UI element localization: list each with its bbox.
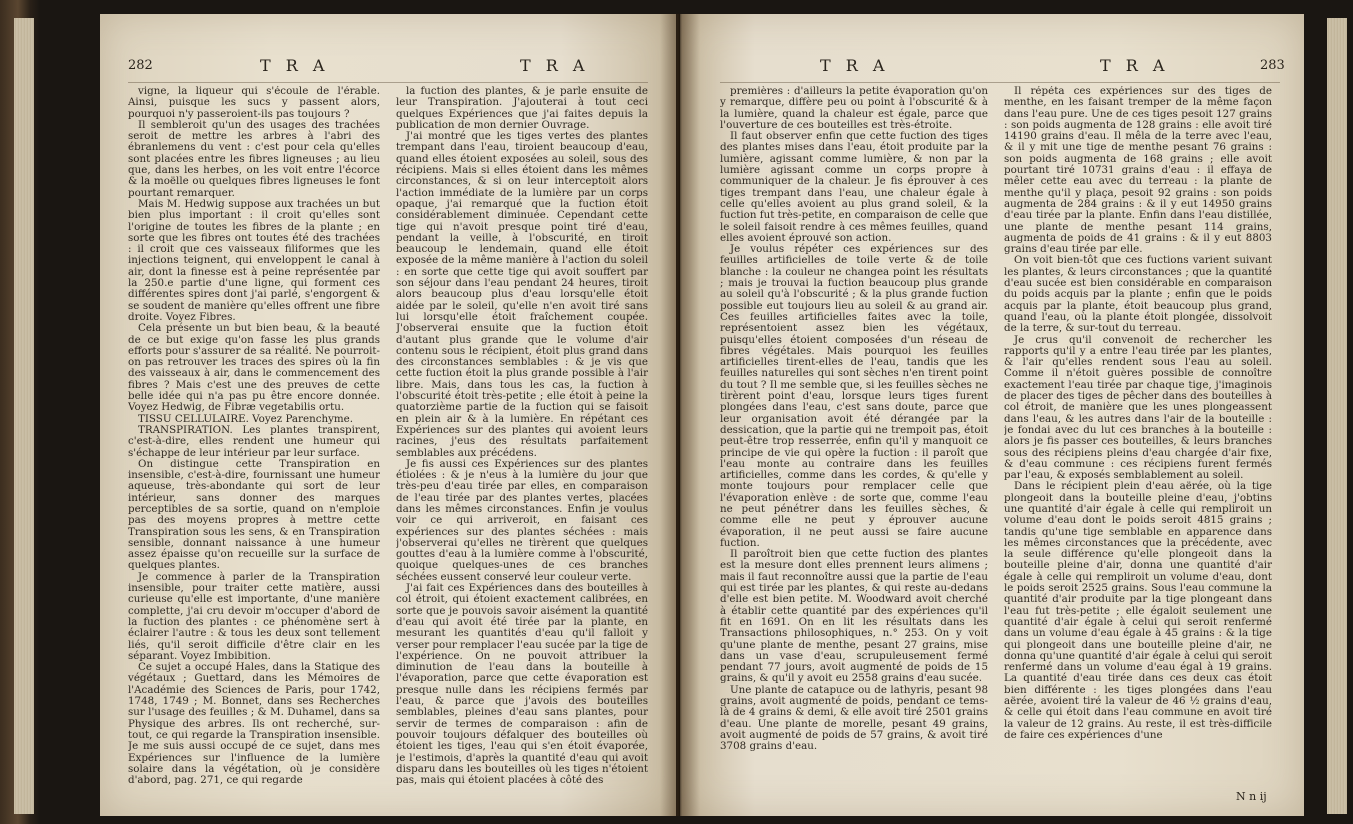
paragraph: Il paroîtroit bien que cette fuction des plantes est la mesure dont elles prennent leurs alimens ; mais il faut reconnoître aussi que la partie de l'eau qui est tirée par les plantes, & qui reste au-dedans d'elle est bien petite. M. Woodward avoit cherché à établir cette quantité par des expériences qu'il fit en 1691. On en lit les résultats dans les Transactions philosophiques, n.° 253. On y voit qu'une plante de menthe, pesant 27 grains, mise dans un vase d'eau, scrupuleusement fermé pendant 77 jours, avoit augmenté de poids de 15 grains, & qu'il y avoit eu 2558 grains d'eau sucée. <box>720 548 988 685</box>
paragraph: Cela présente un but bien beau, & la beauté de ce but exige qu'on fasse les plus grands efforts pour s'assurer de sa réalité. Ne pourroit-on pas retrouver les traces des spires où la fin des vaisseaux à air, dans le commencement des fibres ? Mais c'est une des preuves de cette belle idée qui n'a pas pu être encore donnée. Voyez Hedwig, de Fibræ vegetabilis ortu. <box>128 322 380 414</box>
running-head-left-col: T R A <box>820 56 890 75</box>
running-head-right-col: T R A <box>1100 56 1170 75</box>
left-page-column-1 <box>128 86 380 806</box>
paragraph: Il répéta ces expériences sur des tiges de menthe, en les faisant tremper de la même façon dans l'eau pure. Une de ces tiges pesoit 127 grains : son poids augmenta de 128 grains : elle avoit tiré 14190 grains d'eau. Il mêla de la terre avec l'eau, & il y mit une tige de menthe pesant 76 grains : son poids augmenta de 168 grains ; elle avoit pourtant tiré 10731 grains d'eau : il effaya de mêler cette eau avec du terreau : la plante de menthe qu'il y plaça, pesoit 92 grains : son poids augmenta de 284 grains : & il y eut 14950 grains d'eau tirée par la plante. Enfin dans l'eau distillée, une plante de menthe pesant 114 grains, augmenta de poids de 41 grains : & il y eut 8803 grains d'eau tirée par elle. <box>1004 86 1272 256</box>
paragraph: vigne, la liqueur qui s'écoule de l'érable. Ainsi, puisque les sucs y passent alors, pourquoi n'y passeroient-ils pas toujours ? <box>128 86 380 120</box>
running-head-left-col: T R A <box>260 56 330 75</box>
paragraph: la fuction des plantes, & je parle ensuite de leur Transpiration. J'ajouterai à tout ceci quelques Expériences que j'ai faites depuis la publication de mon dernier Ouvrage. <box>396 86 648 131</box>
paragraph: On distingue cette Transpiration en insensible, c'est-à-dire, fournissant une humeur aqueuse, très-abondante qui sort de leur intérieur, sans donner des marques perceptibles de sa sortie, quand on n'emploie pas des moyens propres à mettre cette Transpiration sous les sens, & en Transpiration sensible, donnant naissance à une humeur assez épaisse qu'on recueille sur la surface de quelques plantes. <box>128 457 380 572</box>
paragraph: Dans le récipient plein d'eau aërée, où la tige plongeoit dans la bouteille pleine d'eau, j'obtins une quantité d'air égale à celle qui rempliroit un volume d'eau dont le poids seroit 4815 grains ; tandis qu'une tige semblable en apparence dans les mêmes circonstances que la précédente, avec la seule différence qu'elle plongeoit dans la bouteille pleine d'air, donna une quantité d'air égale à celle qui rempliroit un volume d'eau, dont le poids seroit 2525 grains. Sous l'eau commune la quantité d'air produite par la tige plongeant dans l'eau fut très-petite ; elle égaloit seulement une quantité d'air égale à celui qui seroit renfermé dans un volume d'eau égale à 45 grains : & la tige qui plongeoit dans une bouteille pleine d'air, ne donna qu'une quantité d'air égale à celui qui seroit renfermé dans un volume d'eau égal à 19 grains. La quantité d'eau tirée dans ces deux cas étoit bien différente : les tiges plongées dans l'eau aërée, avoient tiré la valeur de 46 ½ grains d'eau, & celle qui étoit dans l'eau commune en avoit tiré la valeur de 12 grains. Au reste, il est très-difficile de faire ces expériences d'une <box>1004 480 1272 741</box>
paragraph: Je fis aussi ces Expériences sur des plantes étiolées : & je n'eus à la lumière du jour que très-peu d'eau tirée par elles, en comparaison de l'eau tirée par des plantes vertes, placées dans les mêmes circonstances. Enfin je voulus voir ce qui arriveroit, en faisant ces expériences sur des plantes séchées : mais j'observerai qu'elles ne tirèrent que quelques gouttes d'eau à la lumière comme à l'obscurité, quoique quelques-unes de ces branches séchées eussent conservé leur couleur verte. <box>396 457 648 583</box>
running-head-right-col: T R A <box>520 56 590 75</box>
paragraph: premières : d'ailleurs la petite évaporation qu'on y remarque, diffère peu ou point à l'obscurité & à la lumière, quand la chaleur est égale, parce que l'ouverture de ces bouteilles est très-étroite. <box>720 86 988 131</box>
left-page-column-2 <box>396 86 648 806</box>
paragraph: TRANSPIRATION. Les plantes transpirent, c'est-à-dire, elles rendent une humeur qui s'échappe de leur intérieur par leur surface. <box>128 423 380 459</box>
paragraph: Il sembleroit qu'un des usages des trachées seroit de mettre les arbres à l'abri des ébranlemens du vent : c'est pour cela qu'elles sont placées entre les fibres ligneuses ; au lieu que, dans les herbes, on les voit entre l'écorce & la moëlle ou quelques fibres ligneuses le font pourtant remarquer. <box>128 118 380 199</box>
right-page-column-1 <box>720 86 988 806</box>
right-page-column-2 <box>1004 86 1272 786</box>
paragraph: Ce sujet a occupé Hales, dans la Statique des végétaux ; Guettard, dans les Mémoires de l'Académie des Sciences de Paris, pour 1742, 1748, 1749 ; M. Bonnet, dans ses Recherches sur l'usage des feuilles ; & M. Duhamel, dans sa Physique des arbres. Ils ont recherché, sur-tout, ce qui regarde la Transpiration insensible. Je me suis aussi occupé de ce sujet, dans mes Expériences sur l'influence de la lumière solaire dans la végétation, où je considère d'abord, pag. 271, ce qui regarde <box>128 661 380 787</box>
paragraph: Mais M. Hedwig suppose aux trachées un but bien plus important : il croit qu'elles sont l'origine de toutes les fibres de la plante ; en sorte que les fibres ont toutes été des trachées : il croit que ces vaisseaux filiformes que les injections teignent, qui enveloppent le canal à air, dont la finesse est à peine représentée par la 250.e partie d'une ligne, qui forment ces différentes spires dont j'ai parlé, s'engorgent & se soudent de manière qu'elles offrent une fibre droite. Voyez Fibres. <box>128 197 380 323</box>
page-edges-right <box>1327 18 1347 814</box>
header-rule <box>128 82 648 83</box>
paragraph: Il faut observer enfin que cette fuction des tiges des plantes mises dans l'eau, étoit produite par la lumière, agissant comme lumière, & non par la lumière agissant comme un corps propre à communiquer de la chaleur. Je fis éprouver à ces tiges trempant dans l'eau, une chaleur égale à celle qu'elles avoient au plus grand soleil, & la fuction fut très-petite, en comparaison de celle que le soleil faisoit rendre à ces mêmes feuilles, quand elles avoient éprouvé son action. <box>720 130 988 244</box>
paragraph: Une plante de catapuce ou de lathyris, pesant 98 grains, avoit augmenté de poids, pendant ce tems-là de 4 grains & demi, & elle avoit tiré 2501 grains d'eau. Une plante de morelle, pesant 49 grains, avoit augmenté de poids de 57 grains, & avoit tiré 3708 grains d'eau. <box>720 683 988 753</box>
page-number-left: 282 <box>128 58 153 73</box>
paragraph: Je commence à parler de la Transpiration insensible, pour traiter cette matière, aussi curieuse qu'elle est importante, d'une manière complette, j'ai cru devoir m'occuper d'abord de la fuction des plantes : ce phénomène sert à éclairer l'autre : & tous les deux sont tellement liés, qu'il seroit difficile d'être clair en les séparant. Voyez Imbibition. <box>128 570 380 662</box>
paragraph: TISSU CELLULAIRE. Voyez Parenchyme. <box>138 412 354 425</box>
left-page <box>100 14 676 816</box>
right-page <box>680 14 1304 816</box>
paragraph: Je voulus répéter ces expériences sur des feuilles artificielles de toile verte & de toile blanche : la couleur ne changea point les résultats ; mais je trouvai la fuction beaucoup plus grande au soleil qu'à l'obscurité ; & la plus grande fuction possible eut toujours lieu au soleil & au grand air. Ces feuilles artificielles faites avec la toile, représentoient assez bien les végétaux, puisqu'elles étoient composées d'un réseau de fibres végétales. Mais pourquoi les feuilles artificielles tirent-elles de l'eau, tandis que les feuilles naturelles qui sont sèches n'en tirent point du tout ? Il me semble que, si les feuilles sèches ne tirèrent point d'eau, lorsque leurs tiges furent plongées dans l'eau, c'est sans doute, parce que leur organisation avoit été dérangée par la dessication, que la partie qui ne trempoit pas, étoit peut-être trop resserrée, enfin qu'il y manquoit ce principe de vie qui opère la fuction : il paroît que l'eau monte au contraire dans les feuilles artificielles, comme dans les cordes, & qu'elle y monte toujours pour remplacer celle que l'évaporation enlève : de sorte que, comme l'eau ne peut pénétrer dans les feuilles sèches, & comme elle ne peut y éprouver aucune évaporation, il ne peut aussi se faire aucune fuction. <box>720 243 988 549</box>
paragraph: Je crus qu'il convenoit de rechercher les rapports qu'il y a entre l'eau tirée par les plantes, & l'air qu'elles rendent sous l'eau au soleil. Comme il n'étoit guères possible de connoître exactement l'eau tirée par chaque tige, j'imaginois de placer des tiges de pêcher dans des bouteilles à col étroit, de manière que les unes plongeassent dans l'eau, & les autres dans l'air de la bouteille : je fondai avec du lut ces branches à la bouteille : alors je fis passer ces bouteilles, & leurs branches sous des récipiens pleins d'eau chargée d'air fixe, & d'eau commune : ces récipiens furent fermés par l'eau, & exposés semblablement au soleil. <box>1004 333 1272 482</box>
paragraph: On voit bien-tôt que ces fuctions varient suivant les plantes, & leurs circonstances ; que la quantité d'eau sucée est bien considérable en comparaison du poids acquis par la plante ; enfin que le poids acquis par la plante, étoit beaucoup plus grand, quand l'eau, où la plante étoit plongée, dissolvoit de la terre, & sur-tout du terreau. <box>1004 254 1272 335</box>
header-rule <box>720 82 1280 83</box>
paragraph: J'ai montré que les tiges vertes des plantes trempant dans l'eau, tiroient beaucoup d'eau, quand elles étoient exposées au soleil, sous des récipiens. Mais si elles étoient dans les mêmes circonstances, & si on leur interceptoit alors l'action immédiate de la lumière par un corps opaque, j'ai remarqué que la fuction étoit considérablement diminuée. Cependant cette tige qui n'avoit presque point tiré d'eau, pendant la veille, à l'obscurité, en tiroit beaucoup le lendemain, quand elle étoit exposée de la même manière à l'action du soleil : en sorte que cette tige qui avoit souffert par son séjour dans l'eau pendant 24 heures, tiroit alors beaucoup plus d'eau lorsqu'elle étoit aidée par le soleil, qu'elle n'en avoit tiré sans lui lorsqu'elle étoit fraîchement coupée. J'observerai ensuite que la fuction étoit d'autant plus grande que le volume d'air contenu sous le récipient, étoit plus grand dans des circonstances semblables : & je vis que cette fuction étoit la plus grande possible à l'air libre. Mais, dans tous les cas, la fuction à l'obscurité étoit très-petite ; elle étoit à peine la quatorzième partie de la fuction qui se faisoit en plein air & à la lumière. En répétant ces Expériences sur des plantes qui avoient leurs racines, j'eus des résultats parfaitement semblables aux précédens. <box>396 130 648 459</box>
signature-mark: N n ij <box>1236 790 1267 803</box>
page-number-right: 283 <box>1260 58 1285 73</box>
page-edges-left <box>14 18 34 814</box>
paragraph: J'ai fait ces Expériences dans des bouteilles à col étroit, qui étoient exactement calibrées, en sorte que je pouvois savoir aisément la quantité d'eau qui avoit été tirée par la plante, en mesurant les quantités d'eau qu'il falloit y verser pour remplacer l'eau sucée par la tige de l'expérience. On ne pouvoit attribuer la diminution de l'eau dans la bouteille à l'évaporation, parce que cette évaporation est presque nulle dans les récipiens fermés par l'eau, & parce que j'avois des bouteilles semblables, pleines d'eau sans plantes, pour servir de termes de comparaison : afin de pouvoir toujours défalquer des bouteilles où étoient les tiges, l'eau qui s'en étoit évaporée, je l'estimois, d'après la quantité d'eau qui avoit disparu dans les bouteilles où les tiges n'étoient pas, mais qui étoient placées à côté des <box>396 582 648 787</box>
